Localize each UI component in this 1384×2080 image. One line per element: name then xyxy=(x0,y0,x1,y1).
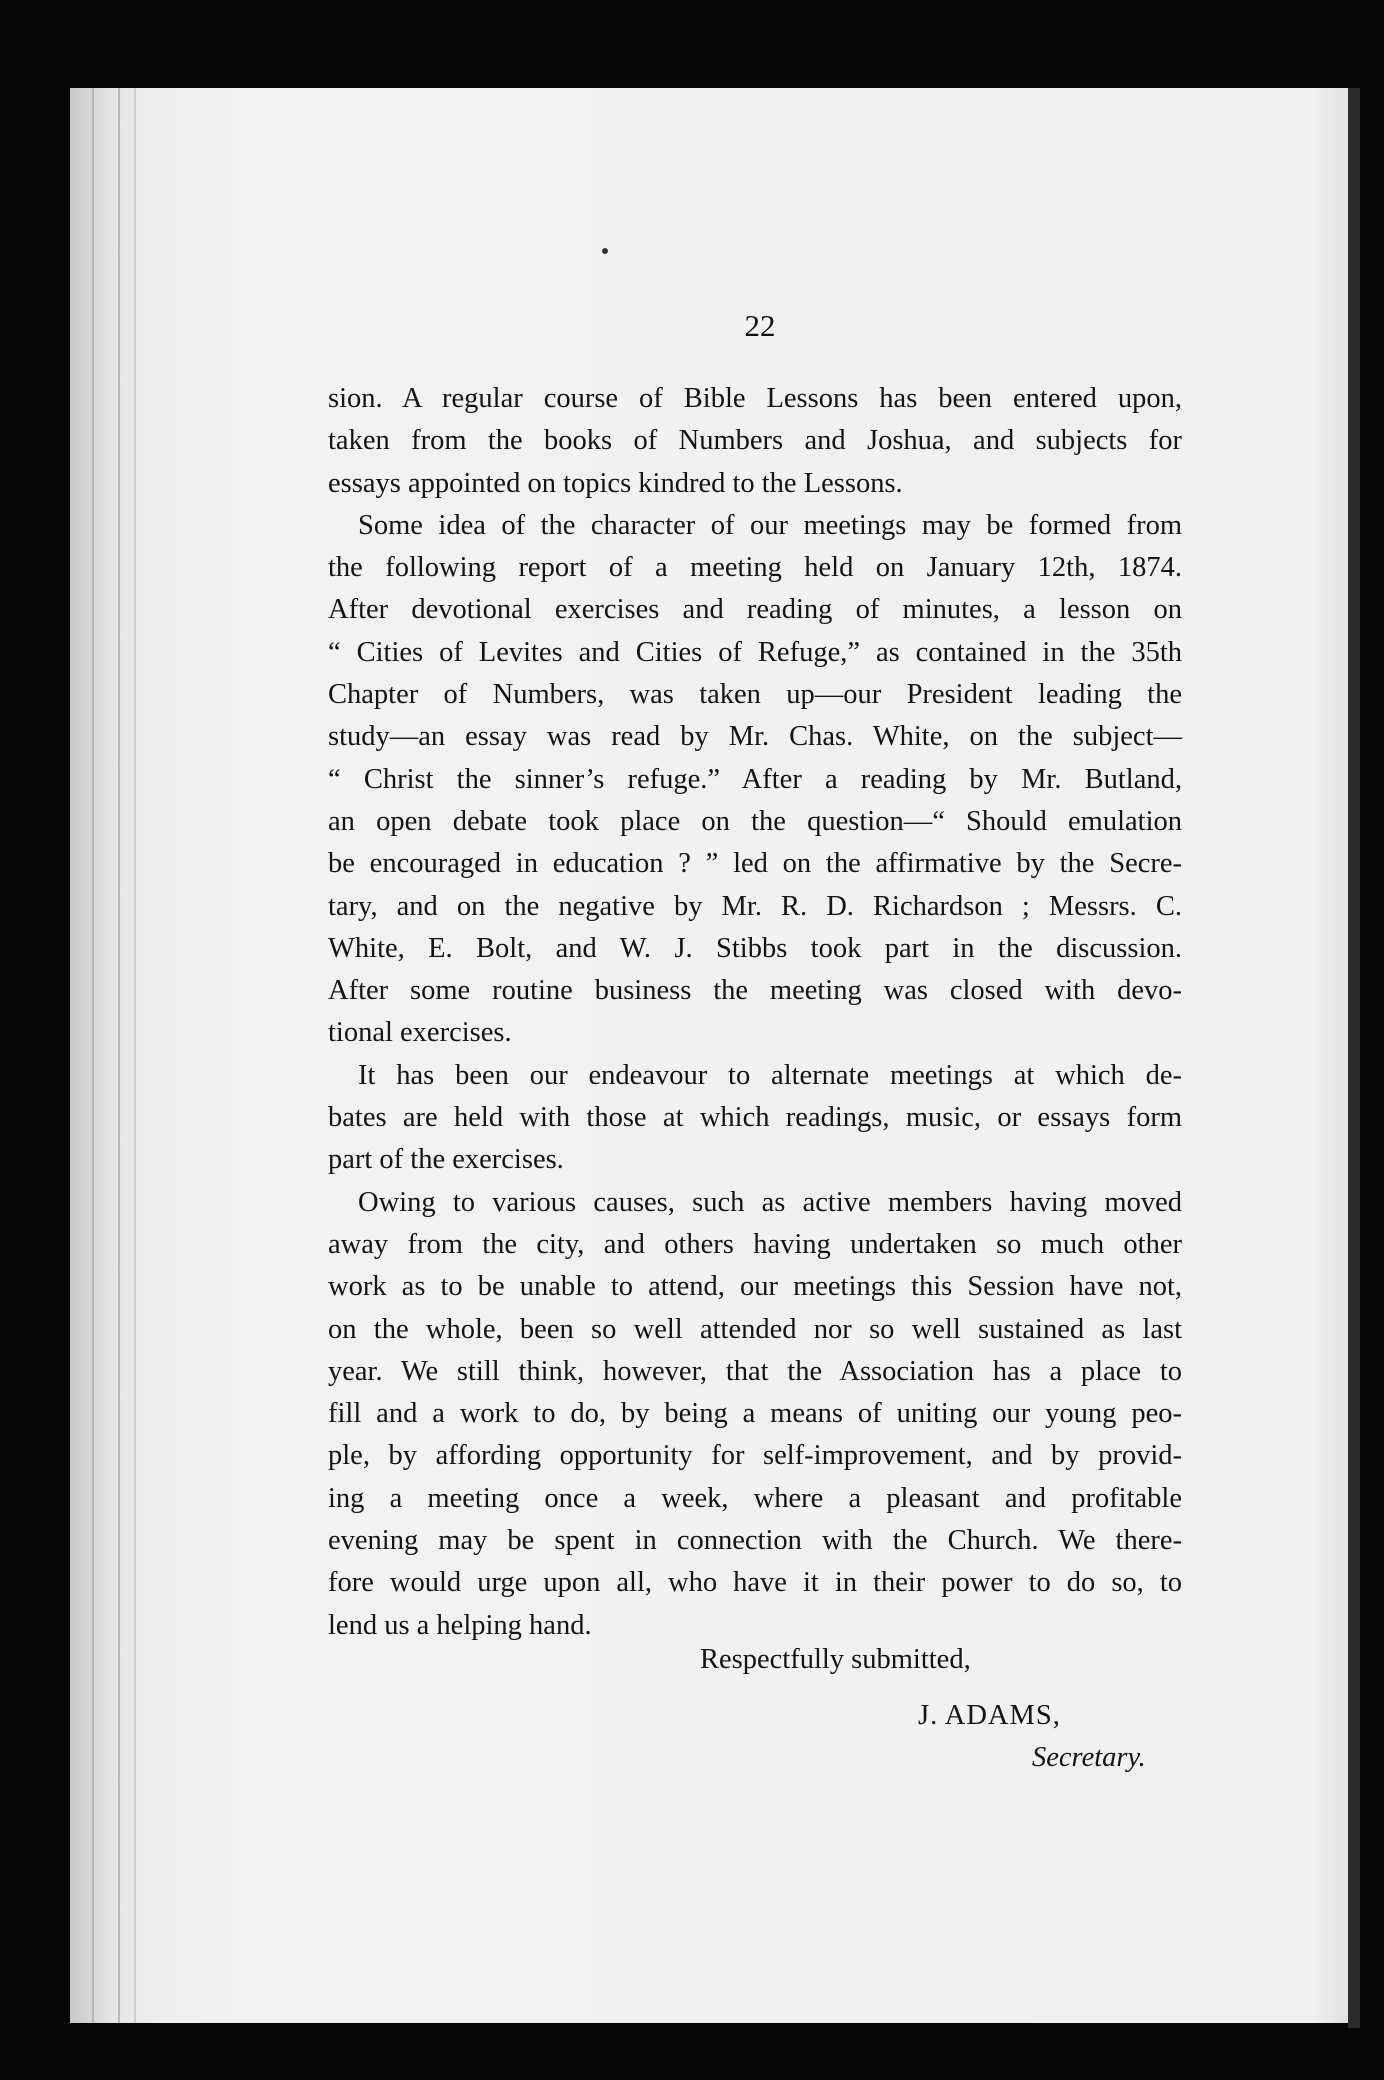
text-line: be encouraged in education ? ” led on the affirmative by the Secre- xyxy=(328,848,1182,880)
text-line: tional exercises. xyxy=(328,1017,512,1049)
text-line: work as to be unable to attend, our meetings this Session have not, xyxy=(328,1271,1182,1303)
page-number: 22 xyxy=(744,308,776,343)
text-line: After some routine business the meeting was closed with devo- xyxy=(328,975,1182,1007)
text-line: It has been our endeavour to alternate meetings at which de- xyxy=(358,1059,1182,1091)
text-line: “ Cities of Levites and Cities of Refuge,” as contained in the 35th xyxy=(328,636,1182,668)
text-line: fill and a work to do, by being a means of uniting our young peo- xyxy=(328,1398,1182,1430)
page-edge xyxy=(1348,88,1360,2028)
text-line: ing a meeting once a week, where a pleasant and profitable xyxy=(328,1482,1182,1514)
text-line: part of the exercises. xyxy=(328,1144,564,1176)
text-line: bates are held with those at which readings, music, or essays form xyxy=(328,1102,1182,1134)
text-line: year. We still think, however, that the Association has a place to xyxy=(328,1355,1182,1387)
gutter-line xyxy=(118,88,120,2023)
text-line: Chapter of Numbers, was taken up—our President leading the xyxy=(328,679,1182,711)
text-line: on the whole, been so well attended nor so well sustained as last xyxy=(328,1313,1182,1345)
text-line: evening may be spent in connection with the Church. We there- xyxy=(328,1525,1182,1557)
text-line: tary, and on the negative by Mr. R. D. Richardson ; Messrs. C. xyxy=(328,890,1182,922)
text-line: lend us a helping hand. xyxy=(328,1609,592,1641)
text-line: “ Christ the sinner’s refuge.” After a reading by Mr. Butland, xyxy=(328,763,1182,795)
text-line: an open debate took place on the question—“ Should emulation xyxy=(328,805,1182,837)
closing-salutation: Respectfully submitted, xyxy=(700,1644,971,1675)
text-line: After devotional exercises and reading of minutes, a lesson on xyxy=(328,594,1182,626)
text-line: Some idea of the character of our meetings may be formed from xyxy=(358,509,1182,541)
gutter-line xyxy=(92,88,94,2023)
signatory-name: J. ADAMS, xyxy=(918,1700,1061,1731)
text-line: taken from the books of Numbers and Joshua, and subjects for xyxy=(328,425,1182,457)
text-line: essays appointed on topics kindred to the Lessons. xyxy=(328,467,903,499)
text-line: Owing to various causes, such as active members having moved xyxy=(358,1186,1182,1218)
text-line: away from the city, and others having undertaken so much other xyxy=(328,1228,1182,1260)
text-line: study—an essay was read by Mr. Chas. White, on the subject— xyxy=(328,721,1182,753)
ink-dot xyxy=(602,248,608,254)
text-line: fore would urge upon all, who have it in their power to do so, to xyxy=(328,1567,1182,1599)
signatory-title: Secretary. xyxy=(1032,1742,1146,1773)
text-line: sion. A regular course of Bible Lessons has been entered upon, xyxy=(328,383,1182,414)
text-line: White, E. Bolt, and W. J. Stibbs took part in the discussion. xyxy=(328,932,1182,964)
gutter-line xyxy=(134,88,136,2023)
text-line: the following report of a meeting held on January 12th, 1874. xyxy=(328,552,1182,584)
body-text xyxy=(328,378,1182,1647)
text-line: ple, by affording opportunity for self-improvement, and by provid- xyxy=(328,1440,1182,1472)
